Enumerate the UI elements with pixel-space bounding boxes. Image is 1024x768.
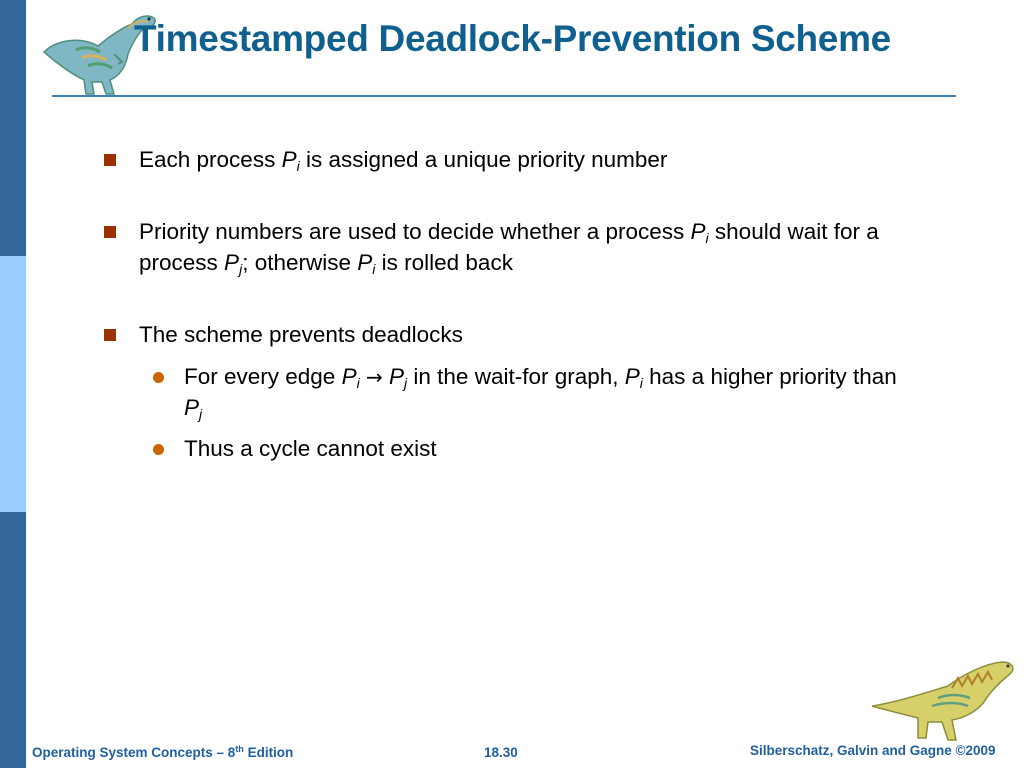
footer-book-title: Operating System Concepts – 8th Edition bbox=[32, 744, 294, 760]
round-bullet-icon bbox=[153, 372, 164, 383]
square-bullet-icon bbox=[104, 154, 116, 166]
sub-bullet-text: Thus a cycle cannot exist bbox=[184, 436, 437, 461]
sub-bullet-text-line-1: For every edge $P_i \to P_j$ in the wait-for graph, $P_i$ has a higher priority than bbox=[184, 364, 897, 391]
dinosaur-footer-icon bbox=[868, 652, 1018, 744]
left-sidebar-decoration bbox=[0, 0, 26, 768]
footer-page-number: 18.30 bbox=[484, 745, 518, 760]
footer-copyright: Silberschatz, Galvin and Gagne ©2009 bbox=[750, 743, 996, 758]
sidebar-band-dark-bottom bbox=[0, 512, 26, 768]
sidebar-band-light bbox=[0, 256, 26, 512]
title-divider bbox=[52, 95, 956, 97]
sub-bullet-text-line-2: $P_j$ bbox=[184, 395, 203, 422]
sidebar-band-dark-top bbox=[0, 0, 26, 256]
bullet-text: The scheme prevents deadlocks bbox=[139, 322, 463, 347]
round-bullet-icon bbox=[153, 444, 164, 455]
bullet-text: Each process $P_i$ is assigned a unique priority number bbox=[139, 147, 668, 174]
arrow-right-icon: → bbox=[365, 365, 383, 389]
bullet-text-line-1: Priority numbers are used to decide whether a process $P_i$ should wait for a bbox=[139, 219, 879, 246]
square-bullet-icon bbox=[104, 329, 116, 341]
bullet-text-line-2: process $P_j$; otherwise $P_i$ is rolled back bbox=[139, 250, 513, 277]
square-bullet-icon bbox=[104, 226, 116, 238]
slide-title: Timestamped Deadlock-Prevention Scheme bbox=[134, 18, 891, 59]
